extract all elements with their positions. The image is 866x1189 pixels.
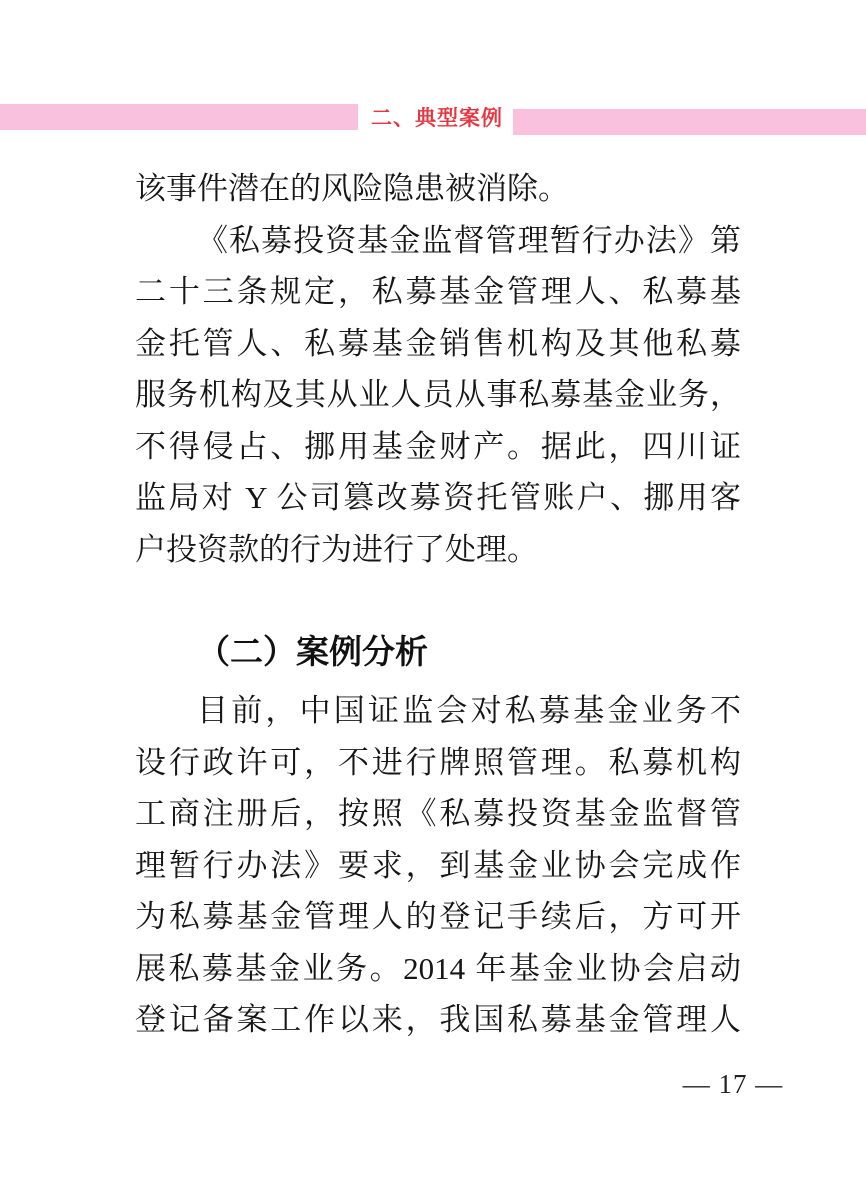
text-line: 设行政许可，不进行牌照管理。私募机构 [135, 744, 741, 780]
running-head: 二、典型案例 [371, 107, 503, 130]
text-line: 《私募投资基金监督管理暂行办法》第 [197, 222, 741, 258]
header-band-right [513, 109, 866, 135]
text-line: 服务机构及其从业人员从事私募基金业务， [135, 377, 741, 412]
text-line: 展私募基金业务。2014 年基金业协会启动 [135, 950, 741, 986]
text-line: 理暂行办法》要求，到基金业协会完成作 [135, 847, 741, 883]
section-heading: （二）案例分析 [197, 633, 428, 670]
header-band-left [0, 104, 358, 130]
text-line: 金托管人、私募基金销售机构及其他私募 [135, 325, 741, 361]
text-block-1 [135, 163, 741, 575]
text-line: 登记备案工作以来，我国私募基金管理人 [135, 1002, 741, 1037]
text-block-2 [135, 685, 741, 1046]
text-line: 二十三条规定，私募基金管理人、私募基 [135, 274, 741, 309]
page-number: — 17 — [682, 1069, 784, 1099]
text-line: 为私募基金管理人的登记手续后，方可开 [135, 899, 741, 934]
text-line: 监局对 Y 公司篡改募资托管账户、挪用客 [135, 480, 741, 515]
text-line: 不得侵占、挪用基金财产。据此，四川证 [135, 428, 741, 464]
text-line: 户投资款的行为进行了处理。 [135, 531, 538, 567]
text-line: 目前，中国证监会对私募基金业务不 [197, 693, 741, 728]
text-line: 工商注册后，按照《私募投资基金监督管 [135, 796, 741, 831]
text-line: 该事件潜在的风险隐患被消除。 [135, 171, 569, 206]
